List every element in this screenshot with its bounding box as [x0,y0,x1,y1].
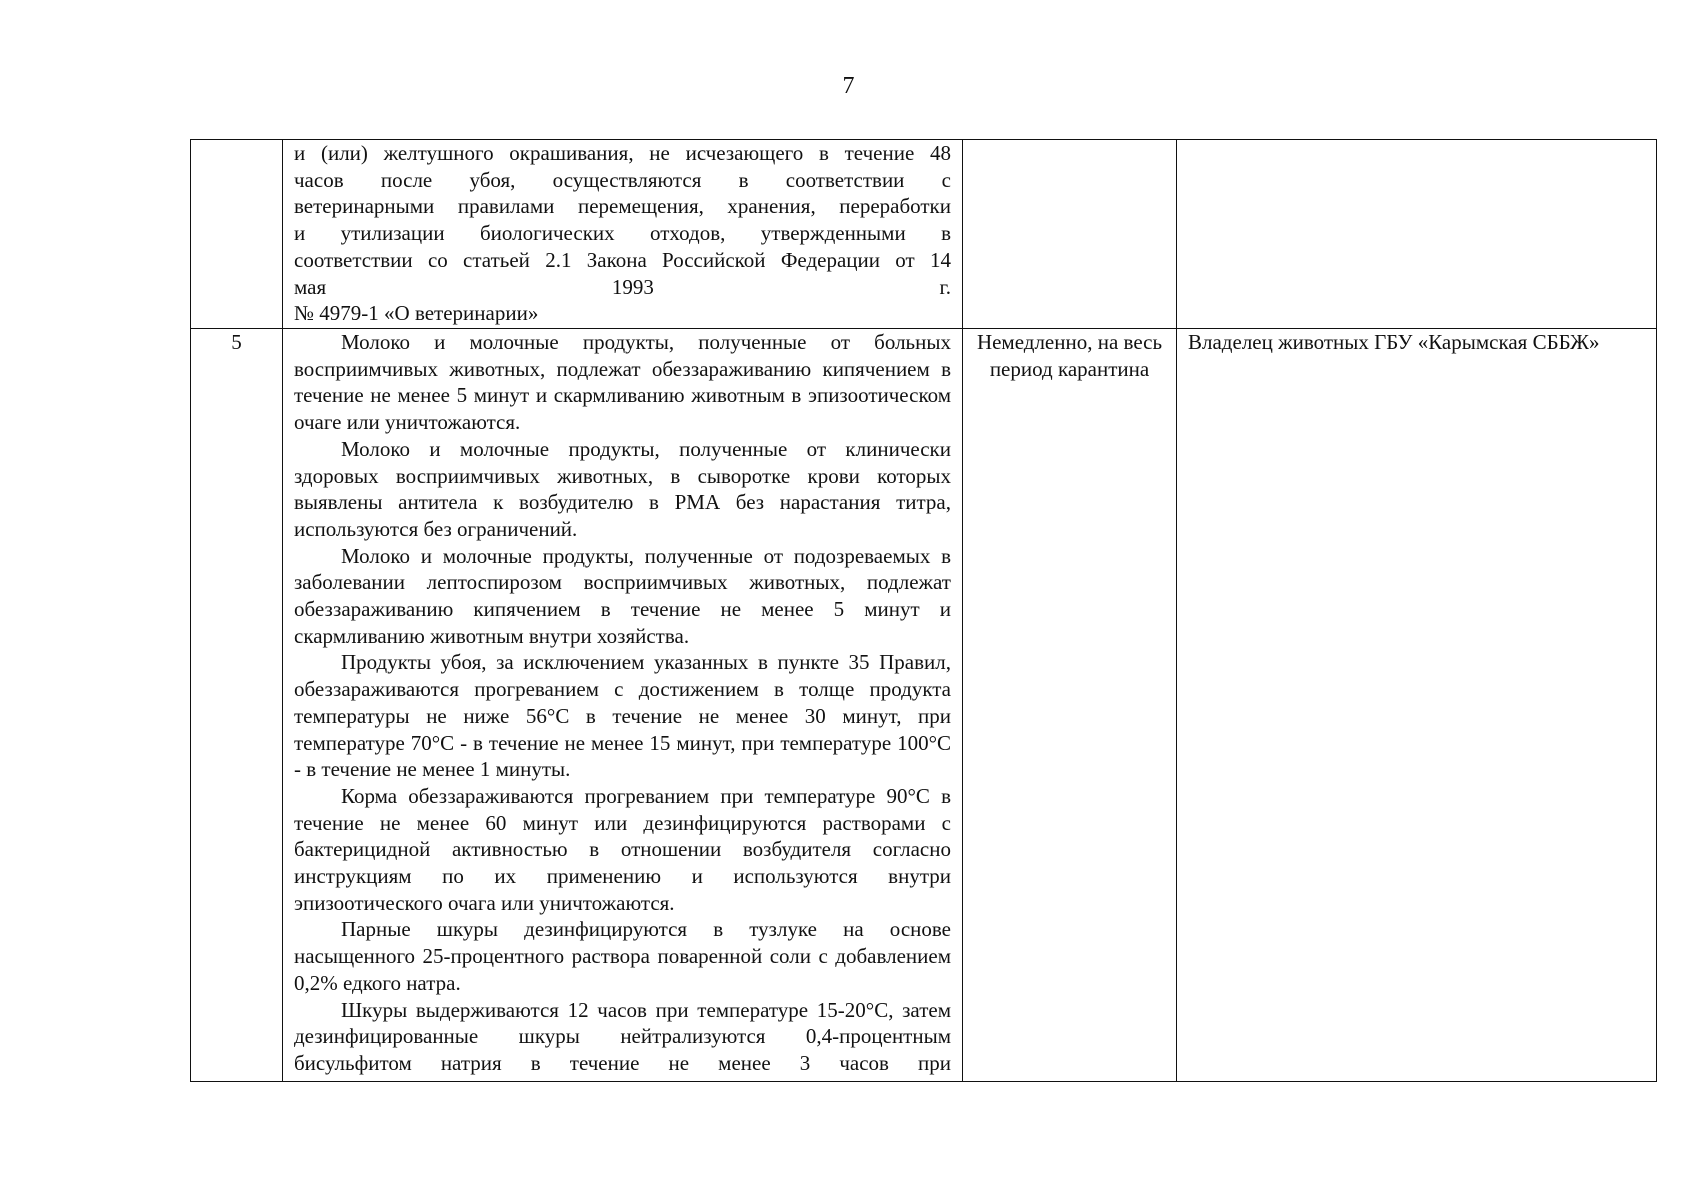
measure-text-cell [283,140,963,329]
date-line [294,274,951,301]
measure-paragraph: Продукты убоя, за исключением указанных в пункте 35 Правил, обеззараживаются прогреванием с достижением в толще продукта температуры не ниже 56°С в течение не менее 30 минут, при температуре 70°С - в течение не менее 15 минут, при температуре 100°С - в течение не менее 1 минуты. [294,650,951,782]
row-number-cell [191,140,283,329]
measure-paragraph: Молоко и молочные продукты, полученные от подозреваемых в заболевании лептоспирозом восприимчивых животных, подлежат обеззараживанию кипячением в течение не менее 5 минут и скармливанию животным внутри хозяйства. [294,543,951,648]
law-reference: № 4979-1 «О ветеринарии» [294,301,539,326]
responsible-text: Владелец животных ГБУ «Карымская СББЖ» [1188,330,1600,354]
text-line: и утилизации биологических отходов, утвержденными в [294,221,951,246]
responsible-cell [1177,140,1657,329]
measure-paragraph: Парные шкуры дезинфицируются в тузлуке на основе насыщенного 25-процентного раствора поваренной соли с добавлением 0,2% едкого натра. [294,917,951,995]
measures-table [190,139,1657,1082]
text-line: часов после убоя, осуществляются в соответствии с [294,167,951,192]
term-cell: Немедленно, на весь период карантина [963,329,1177,1082]
measure-paragraph: Шкуры выдерживаются 12 часов при температуре 15-20°С, затем дезинфицированные шкуры нейтрализуются 0,4-процентным бисульфитом натрия в течение не менее 3 часов при [294,997,951,1075]
measure-paragraph: Молоко и молочные продукты, полученные от клинически здоровых восприимчивых животных, в сыворотке крови которых выявлены антитела к возбудителю в РМА без нарастания титра, используются без ограничений. [294,436,951,541]
measure-text-cell [283,329,963,1082]
text-line: и (или) желтушного окрашивания, не исчезающего в течение 48 [294,141,951,165]
table-row [191,140,1657,329]
text-line: соответствии со статьей 2.1 Закона Российской Федерации от 14 [294,247,951,272]
date-suffix: г. [939,274,951,299]
measure-paragraph: Корма обеззараживаются прогреванием при температуре 90°С в течение не менее 60 минут или дезинфицируются растворами с бактерицидной активностью в отношении возбудителя согласно инструкциям по их применению и используются внутри эпизоотического очага или уничтожаются. [294,783,951,915]
text-line: ветеринарными правилами перемещения, хранения, переработки [294,194,951,219]
row-number-cell: 5 [191,329,283,1082]
measure-paragraph: Молоко и молочные продукты, полученные от больных восприимчивых животных, подлежат обеззараживанию кипячением в течение не менее 5 минут и скармливанию животным в эпизоотическом очаге или уничтожаются. [294,330,951,435]
table-row [191,329,1657,1082]
page-number: 7 [842,73,855,99]
date-year: 1993 [611,274,654,299]
date-month: мая [294,274,327,299]
term-cell [963,140,1177,329]
responsible-cell [1177,329,1657,1082]
